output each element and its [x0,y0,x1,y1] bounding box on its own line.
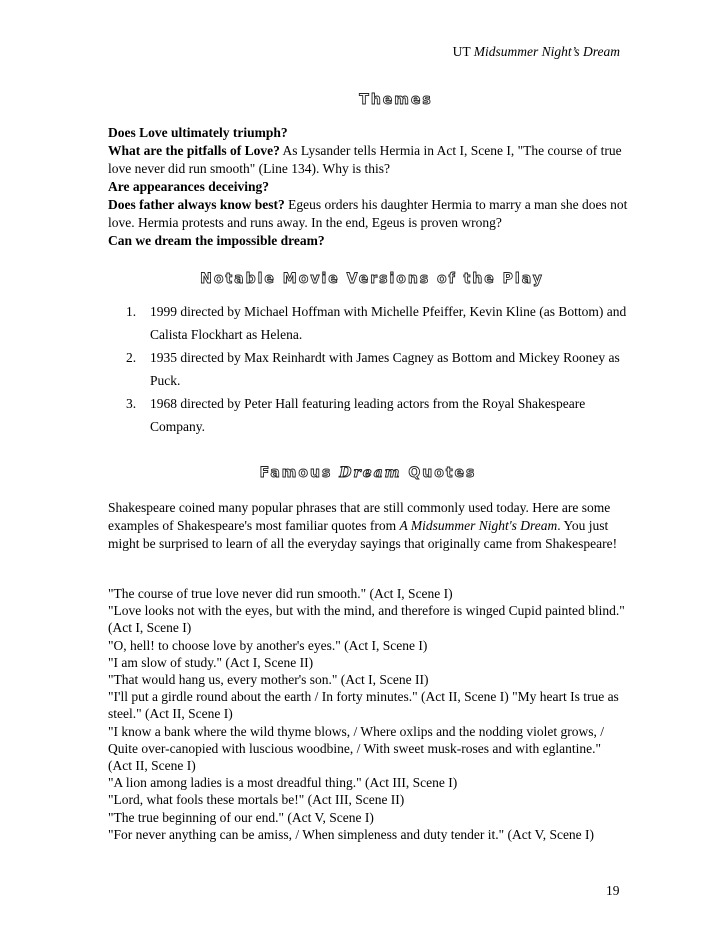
theme-question: Does Love ultimately triumph? [108,125,288,140]
quote-line: "The true beginning of our end." (Act V, Scene I) [108,809,374,825]
header-prefix: UT [452,44,474,59]
movies-heading: Notable Movie Versions of the Play [200,271,544,287]
theme-question: Are appearances deceiving? [108,179,269,194]
quote-line: "I'll put a girdle round about the earth / In forty minutes." (Act II, Scene I) "My heart Is true as steel." (Act II, Scene I) [108,689,619,722]
quotes-heading [4,465,728,481]
quotes-intro [108,499,628,553]
page-number: 19 [606,883,620,898]
quote-line: "Lord, what fools these mortals be!" (Act III, Scene II) [108,792,405,808]
quote-line: "That would hang us, every mother's son." (Act I, Scene II) [108,672,429,688]
list-item [108,392,628,438]
list-text: 1968 directed by Peter Hall featuring leading actors from the Royal Shakespeare Company. [150,396,586,434]
quote-line: "For never anything can be amiss, / When simpleness and duty tender it." (Act V, Scene I) [108,826,595,842]
quote-line: "I am slow of study." (Act I, Scene II) [108,654,314,670]
list-number: 1. [126,304,137,319]
theme-question: Can we dream the impossible dream? [108,233,325,248]
intro-text: Shakespeare coined many popular phrases that are still commonly used today. Here are some examples of Shakespeare's most familiar quotes from [108,500,611,533]
quote-line: "A lion among ladies is a most dreadful thing." (Act III, Scene I) [108,775,458,791]
list-number: 2. [126,350,137,365]
quote-line: "I know a bank where the wild thyme blows, / Where oxlips and the nodding violet grows, / Quite over-canopied with luscious woodbine, / With sweet musk-roses and with eglantine." (Act II, Scene I) [108,723,605,774]
list-text: 1999 directed by Michael Hoffman with Michelle Pfeiffer, Kevin Kline (as Bottom) and Calista Flockhart as Helena. [150,304,627,342]
header-title: Midsummer Night’s Dream [473,44,620,59]
quote-line: "O, hell! to choose love by another's eyes." (Act I, Scene I) [108,637,428,653]
quotes-list [108,585,628,843]
movie-list [108,300,628,438]
intro-text-end: . You just might be surprised to learn of all the everyday sayings that originally came from Shakespeare! [108,518,618,551]
list-item [108,346,628,392]
theme-line [108,142,628,178]
theme-line [108,124,628,142]
running-header [453,44,620,60]
theme-text: As Lysander tells Hermia in Act I, Scene I, "The course of true love never did run smooth" (Line 134). Why is this? [108,143,622,176]
quote-line: "Love looks not with the eyes, but with the mind, and therefore is winged Cupid painted blind." (Act I, Scene I) [108,603,625,636]
theme-question: What are the pitfalls of Love? [108,143,280,158]
theme-line [108,232,628,250]
themes-section [108,124,628,250]
quotes-heading-pre: Famous [259,465,340,481]
list-number: 3. [126,396,137,411]
list-item [108,300,628,346]
theme-text: Egeus orders his daughter Hermia to marry a man she does not love. Hermia protests and runs away. In the end, Egeus is proven wrong? [108,197,628,230]
quote-line: "The course of true love never did run smooth." (Act I, Scene I) [108,586,453,601]
list-text: 1935 directed by Max Reinhardt with James Cagney as Bottom and Mickey Rooney as Puck. [150,350,620,388]
theme-line [108,196,628,232]
themes-heading: Themes [359,92,433,108]
intro-play-title: A Midsummer Night's Dream [399,518,558,533]
theme-line [108,178,628,196]
quotes-heading-post: Quotes [401,465,477,481]
theme-question: Does father always know best? [108,197,285,212]
quotes-heading-em: Dream [339,465,402,481]
